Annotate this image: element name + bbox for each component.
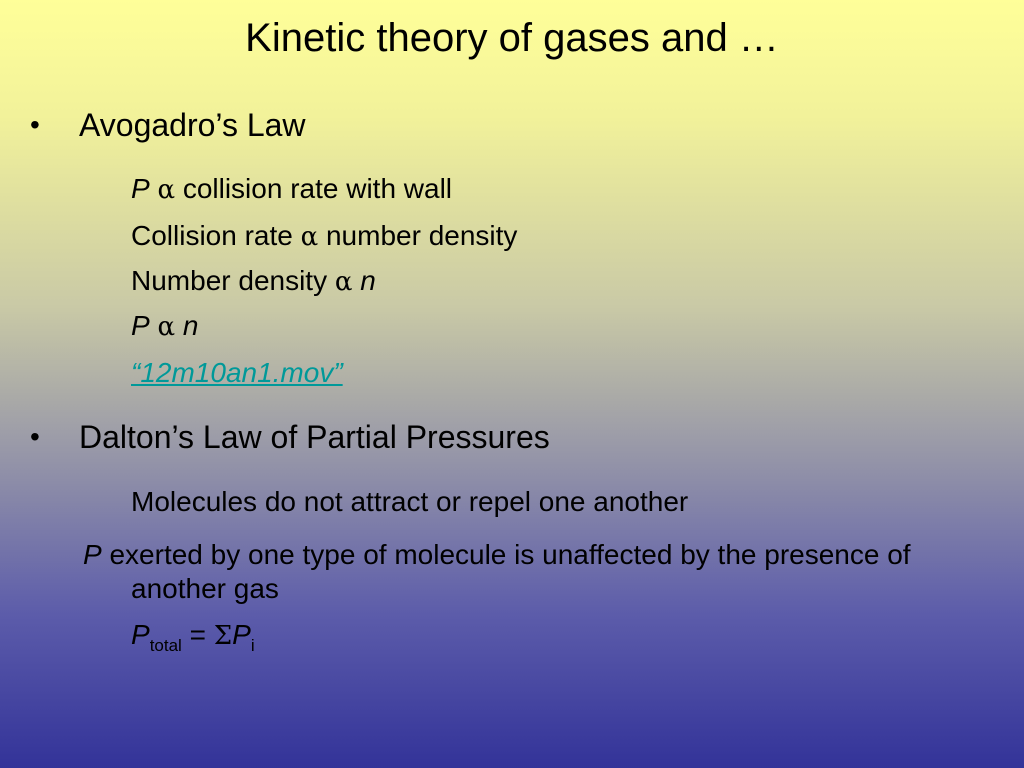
bullet-marker: • <box>30 421 40 452</box>
line-text: collision rate with wall <box>182 173 453 204</box>
slide-title: Kinetic theory of gases and … <box>245 16 779 60</box>
pressure-var: P <box>83 539 102 570</box>
line-text: exerted by one type of molecule is unaffected by the presence of another gas <box>109 539 911 604</box>
dalton-line-1: Molecules do not attract or repel one another <box>131 486 689 517</box>
line-text: number density <box>325 220 518 251</box>
equals-sign: = <box>189 619 206 650</box>
dalton-formula <box>131 618 255 663</box>
avogadro-line-2 <box>131 219 517 254</box>
pressure-var: P <box>232 619 251 650</box>
bullet-marker: • <box>30 109 40 140</box>
pressure-var: P <box>131 310 150 341</box>
sigma-symbol: Σ <box>213 621 233 651</box>
avogadro-line-1 <box>131 172 452 207</box>
avogadro-line-3 <box>131 264 376 299</box>
pressure-var: P <box>131 173 150 204</box>
dalton-heading: Dalton’s Law of Partial Pressures <box>79 419 550 455</box>
proportional-symbol: α <box>157 312 176 342</box>
total-subscript: total <box>149 636 182 655</box>
proportional-symbol: α <box>334 267 353 297</box>
line-text: Collision rate <box>131 220 293 251</box>
avogadro-line-4 <box>131 309 198 344</box>
movie-link[interactable]: “12m10an1.mov” <box>131 357 343 388</box>
pressure-var: P <box>131 619 150 650</box>
i-subscript: i <box>250 636 255 655</box>
proportional-symbol: α <box>157 175 176 205</box>
line-text: Number density <box>131 265 328 296</box>
moles-var: n <box>360 265 376 296</box>
dalton-line-2 <box>83 538 971 606</box>
proportional-symbol: α <box>300 222 319 252</box>
moles-var: n <box>182 310 199 341</box>
avogadro-heading: Avogadro’s Law <box>79 107 306 143</box>
